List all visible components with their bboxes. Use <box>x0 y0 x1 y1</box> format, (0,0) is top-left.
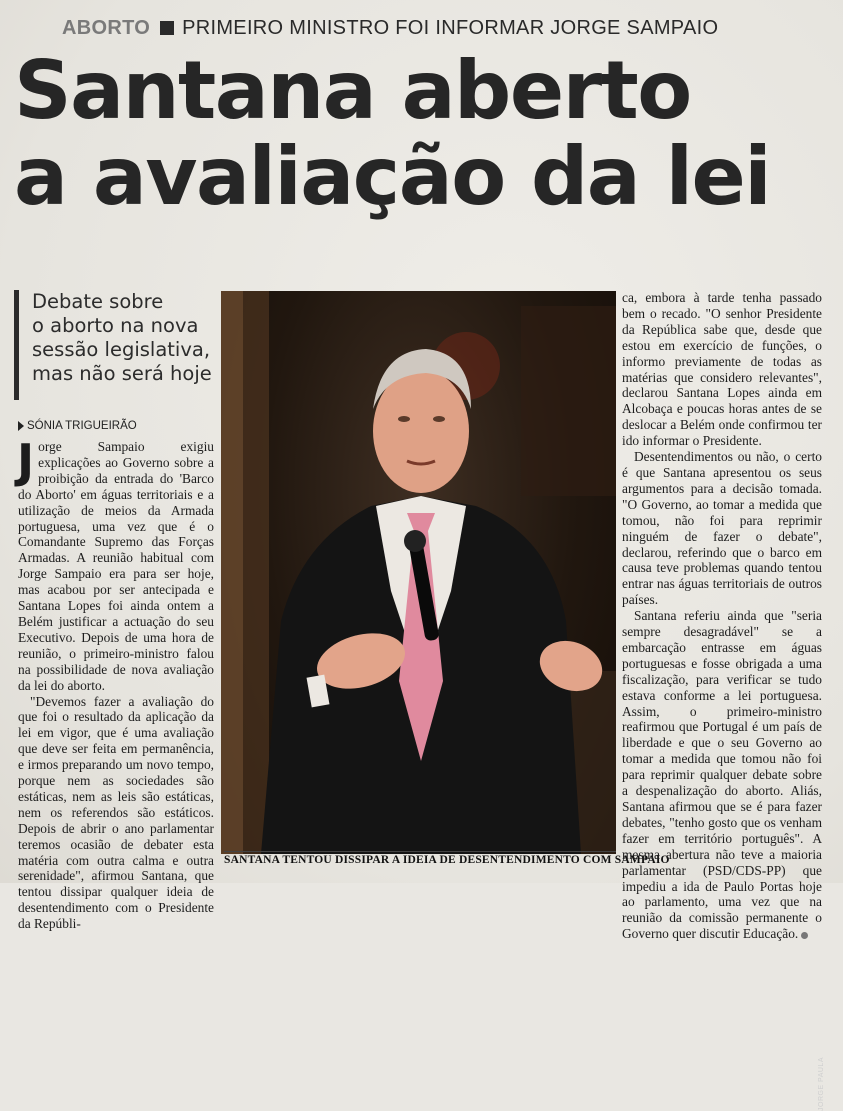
byline-arrow-icon <box>18 421 24 431</box>
article-paragraph: Desentendimentos ou não, o certo é que Santana apresentou os seus argumentos para a decisão tomada. "O Governo, ao tomar a medida que tomou, não foi para reprimir ninguém de fazer o debate", declarou, referindo que o barco em causa teve problemas quando tentou entrar nas águas territoriais de outros países. <box>622 449 822 608</box>
end-mark-icon <box>801 932 808 939</box>
photo-credit: JORGE PAULA <box>818 1057 825 1111</box>
drop-cap: J <box>17 434 35 488</box>
photo-caption: SANTANA TENTOU DISSIPAR A IDEIA DE DESENTENDIMENTO COM SAMPAIO <box>224 851 616 872</box>
deck-line: Debate sobre <box>32 290 164 313</box>
headline <box>14 44 834 223</box>
kicker-topic: PRIMEIRO MINISTRO FOI INFORMAR JORGE SAMPAIO <box>182 16 719 39</box>
kicker <box>62 14 718 42</box>
headline-line-1: Santana aberto <box>14 44 691 137</box>
deck-line: sessão legislativa, <box>32 338 211 361</box>
paragraph-text: orge Sampaio exigiu explicações ao Governo sobre a proibição da entrada do 'Barco do Aborto' em águas territoriais e a utilização de meios da Armada portuguesa, uma vez que é o Comandante Supremo das Forças Armadas. A reunião habitual com Jorge Sampaio era para ser hoje, mas acabou por ser antecipada e Santana Lopes foi ainda ontem a Belém justificar a actuação do seu Executivo. Depois de uma hora de reunião, o primeiro-ministro falou na possibilidade de nova avaliação da lei do aborto. <box>18 439 214 693</box>
article-column-2 <box>622 290 822 942</box>
kicker-square-icon <box>160 21 174 35</box>
byline <box>18 420 137 432</box>
article-paragraph <box>17 434 214 694</box>
deck-line: mas não será hoje <box>32 362 212 385</box>
article-paragraph: ca, embora à tarde tenha passado bem o recado. "O senhor Presidente da República sabe que, desde que estou em exercício de funções, o informo previamente de todas as matérias que considero relevantes", declarou Santana Lopes ainda em Alcobaça e poucas horas antes de se deslocar a Belém onde confirmou ter ido informar o Presidente. <box>622 290 822 449</box>
photo-illustration <box>221 291 616 854</box>
article-paragraph <box>622 608 822 942</box>
paragraph-text: Santana referiu ainda que "seria sempre desagradável" se a embarcação entrasse em águas portuguesas e fosse obrigada a uma fiscalização, para verificar se tudo estava conforme a lei portuguesa. Assim, o primeiro-ministro reafirmou que Portugal é um país de liberdade e que o seu Governo ao tomar a medida que tomou não foi para reprimir qualquer debate sobre a despenalização do aborto. Aliás, Santana afirmou que se é para fazer debates, "tenho gosto que os venham fazer em território português". A mesma abertura não teve a maioria parlamentar (PSD/CDS-PP) que impediu a ida de Paulo Portas hoje ao parlamento, uma vez que na reunião da comissão permanente o Governo quer discutir Educação. <box>622 608 822 942</box>
byline-author: SÓNIA TRIGUEIRÃO <box>27 420 137 432</box>
deck-line: o aborto na nova <box>32 314 199 337</box>
article-column-1 <box>17 434 214 932</box>
article-paragraph: "Devemos fazer a avaliação do que foi o resultado da aplicação da lei em vigor, que é uma avaliação que deve ser feita em permanência, e irmos preparando um novo tempo, porque nem as sociedades são estáticas, nem as leis são estáticas, nem os referendos são estáticos. Depois de abrir o ano parlamentar teremos ocasião de debater esta matéria com outra calma e outra serenidade", afirmou Santana, que tentou dissipar qualquer ideia de desentendimento com o Presidente da Repúbli- <box>18 693 214 932</box>
deck-subheadline <box>14 290 232 400</box>
headline-line-2: a avaliação da lei <box>14 130 771 223</box>
kicker-section: ABORTO <box>62 16 151 39</box>
